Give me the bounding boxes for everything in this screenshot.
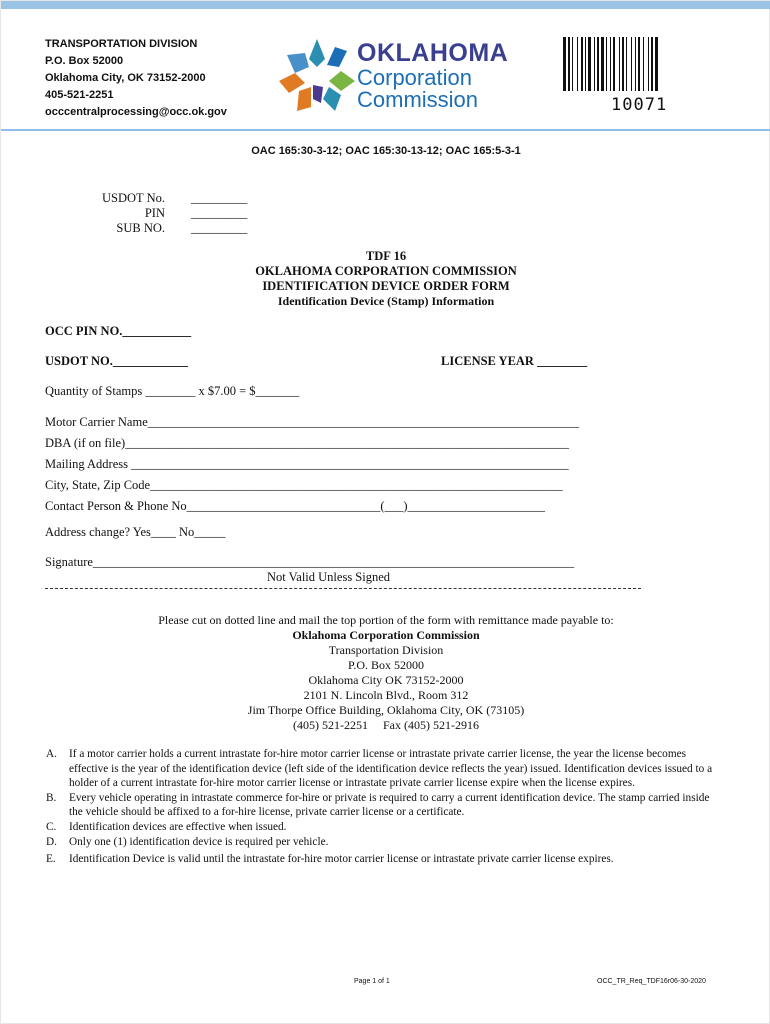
star-logo-icon: [277, 37, 357, 115]
org-line: TRANSPORTATION DIVISION: [45, 38, 198, 50]
barcode-bar: [572, 37, 573, 91]
list-item: [41, 820, 721, 835]
org-address-block: [45, 36, 227, 121]
mailing-intro: Please cut on dotted line and mail the top portion of the form with remittance made payable to:: [158, 613, 614, 627]
barcode-bar: [585, 37, 586, 91]
cut-line: [45, 588, 641, 589]
barcode-bar: [622, 37, 624, 91]
org-line: Oklahoma City, OK 73152-2000: [45, 72, 206, 84]
notes-list: [41, 747, 721, 867]
form-title-block: [1, 249, 770, 309]
mailing-line: Oklahoma City OK 73152-2000: [308, 673, 464, 687]
list-item: [41, 747, 721, 791]
barcode-bar: [581, 37, 583, 91]
city-state-zip-field[interactable]: City, State, Zip Code__________________________________________________________________: [45, 478, 563, 492]
barcode-bar: [597, 37, 599, 91]
barcode-bar: [619, 37, 620, 91]
barcode-bar: [594, 37, 595, 91]
header-divider: [1, 129, 770, 131]
barcode-number: 10071: [611, 95, 668, 115]
list-item: [41, 852, 721, 867]
barcode-bar: [655, 37, 658, 91]
agency-name: OKLAHOMA CORPORATION COMMISSION: [255, 264, 517, 278]
id-values: [191, 191, 247, 236]
logo-title: OKLAHOMA: [357, 39, 509, 67]
form-number: TDF 16: [365, 249, 407, 263]
usdot-field[interactable]: USDOT NO.____________: [45, 354, 188, 368]
form-subtitle: Identification Device (Stamp) Information: [277, 294, 495, 308]
list-item-text: Identification Device is valid until the intrastate for-hire motor carrier license or intrastate private carrier license expires.: [69, 853, 614, 866]
page-number: Page 1 of 1: [354, 978, 390, 985]
quantity-field[interactable]: Quantity of Stamps ________ x $7.00 = $_______: [45, 384, 300, 398]
list-item-label: B.: [46, 791, 57, 804]
license-year-field[interactable]: LICENSE YEAR ________: [441, 354, 588, 368]
pin-blank[interactable]: _________: [191, 206, 248, 220]
mailing-line: P.O. Box 52000: [347, 658, 424, 672]
barcode-bar: [613, 37, 615, 91]
list-item-label: E.: [46, 853, 56, 866]
barcode-bar: [568, 37, 570, 91]
barcode-bar: [563, 37, 566, 91]
pin-label: PIN: [144, 206, 165, 220]
mailing-address-field[interactable]: Mailing Address ______________________________________________________________________: [45, 457, 569, 471]
subno-blank[interactable]: _________: [191, 221, 248, 235]
payee-name: Oklahoma Corporation Commission: [292, 628, 480, 642]
address-change-field[interactable]: Address change? Yes____ No_____: [45, 525, 226, 539]
barcode: [563, 37, 707, 91]
form-name: IDENTIFICATION DEVICE ORDER FORM: [262, 279, 510, 293]
barcode-bar: [588, 37, 591, 91]
mailing-line: 2101 N. Lincoln Blvd., Room 312: [303, 688, 469, 702]
contact-field[interactable]: Contact Person & Phone No_______________________________(___)______________________: [45, 499, 545, 513]
barcode-bar: [606, 37, 607, 91]
form-code: OCC_TR_Req_TDF16r06-30-2020: [597, 978, 706, 985]
subno-label: SUB NO.: [116, 221, 165, 235]
logo-subtitle-1: Corporation: [357, 65, 472, 90]
top-color-band: [1, 1, 770, 9]
barcode-bar: [610, 37, 611, 91]
mailing-info-block: [1, 613, 770, 733]
list-item-text: Every vehicle operating in intrastate commerce for-hire or private is required to carry a current identification device. The stamp carried inside the vehicle should be affixed to a for-hire license, private carrier license or a certificate.: [69, 791, 710, 819]
carrier-info-block: [45, 412, 579, 517]
barcode-bar: [651, 37, 653, 91]
logo-subtitle-2: Commission: [357, 87, 479, 112]
list-item-text: Only one (1) identification device is required per vehicle.: [69, 835, 329, 848]
barcode-bar: [643, 37, 644, 91]
list-item-text: If a motor carrier holds a current intrastate for-hire motor carrier license or intrastate private carrier license, the year the license becomes effective is the year of the identification device (left side of the identification device reflects the year) issued. Identification devices issued to a holder of a current intrastate for-hire motor carrier license or intrastate private carrier license expire when the license expires.: [69, 748, 713, 790]
regulation-reference: OAC 165:30-3-12; OAC 165:30-13-12; OAC 165:5-3-1: [251, 145, 521, 157]
mailing-line: Transportation Division: [328, 643, 444, 657]
id-labels: [61, 191, 165, 236]
list-item: [41, 835, 721, 850]
not-valid-note: Not Valid Unless Signed: [267, 570, 391, 584]
usdot-blank[interactable]: _________: [191, 191, 248, 205]
list-item-label: D.: [46, 835, 57, 848]
barcode-bar: [626, 37, 627, 91]
barcode-bar: [638, 37, 640, 91]
org-email[interactable]: occcentralprocessing@occ.ok.gov: [45, 106, 227, 118]
occ-pin-field[interactable]: OCC PIN NO.___________: [45, 324, 192, 338]
usdot-label: USDOT No.: [102, 191, 165, 205]
signature-field[interactable]: Signature_____________________________________________________________________________: [45, 555, 575, 569]
list-item: [41, 791, 721, 820]
carrier-name-field[interactable]: Motor Carrier Name_____________________________________________________________________: [45, 415, 579, 429]
dba-field[interactable]: DBA (if on file)_______________________________________________________________________: [45, 436, 569, 450]
org-line: P.O. Box 52000: [45, 55, 124, 67]
barcode-bar: [648, 37, 649, 91]
org-line: 405-521-2251: [45, 89, 114, 101]
list-item-text: Identification devices are effective when issued.: [69, 820, 287, 833]
list-item-label: C.: [46, 820, 57, 833]
barcode-bar: [577, 37, 578, 91]
mailing-line: (405) 521-2251 Fax (405) 521-2916: [293, 718, 479, 732]
barcode-bar: [635, 37, 636, 91]
list-item-label: A.: [46, 748, 57, 760]
barcode-bar: [601, 37, 604, 91]
barcode-bar: [631, 37, 632, 91]
mailing-line: Jim Thorpe Office Building, Oklahoma City, OK (73105): [247, 703, 525, 717]
